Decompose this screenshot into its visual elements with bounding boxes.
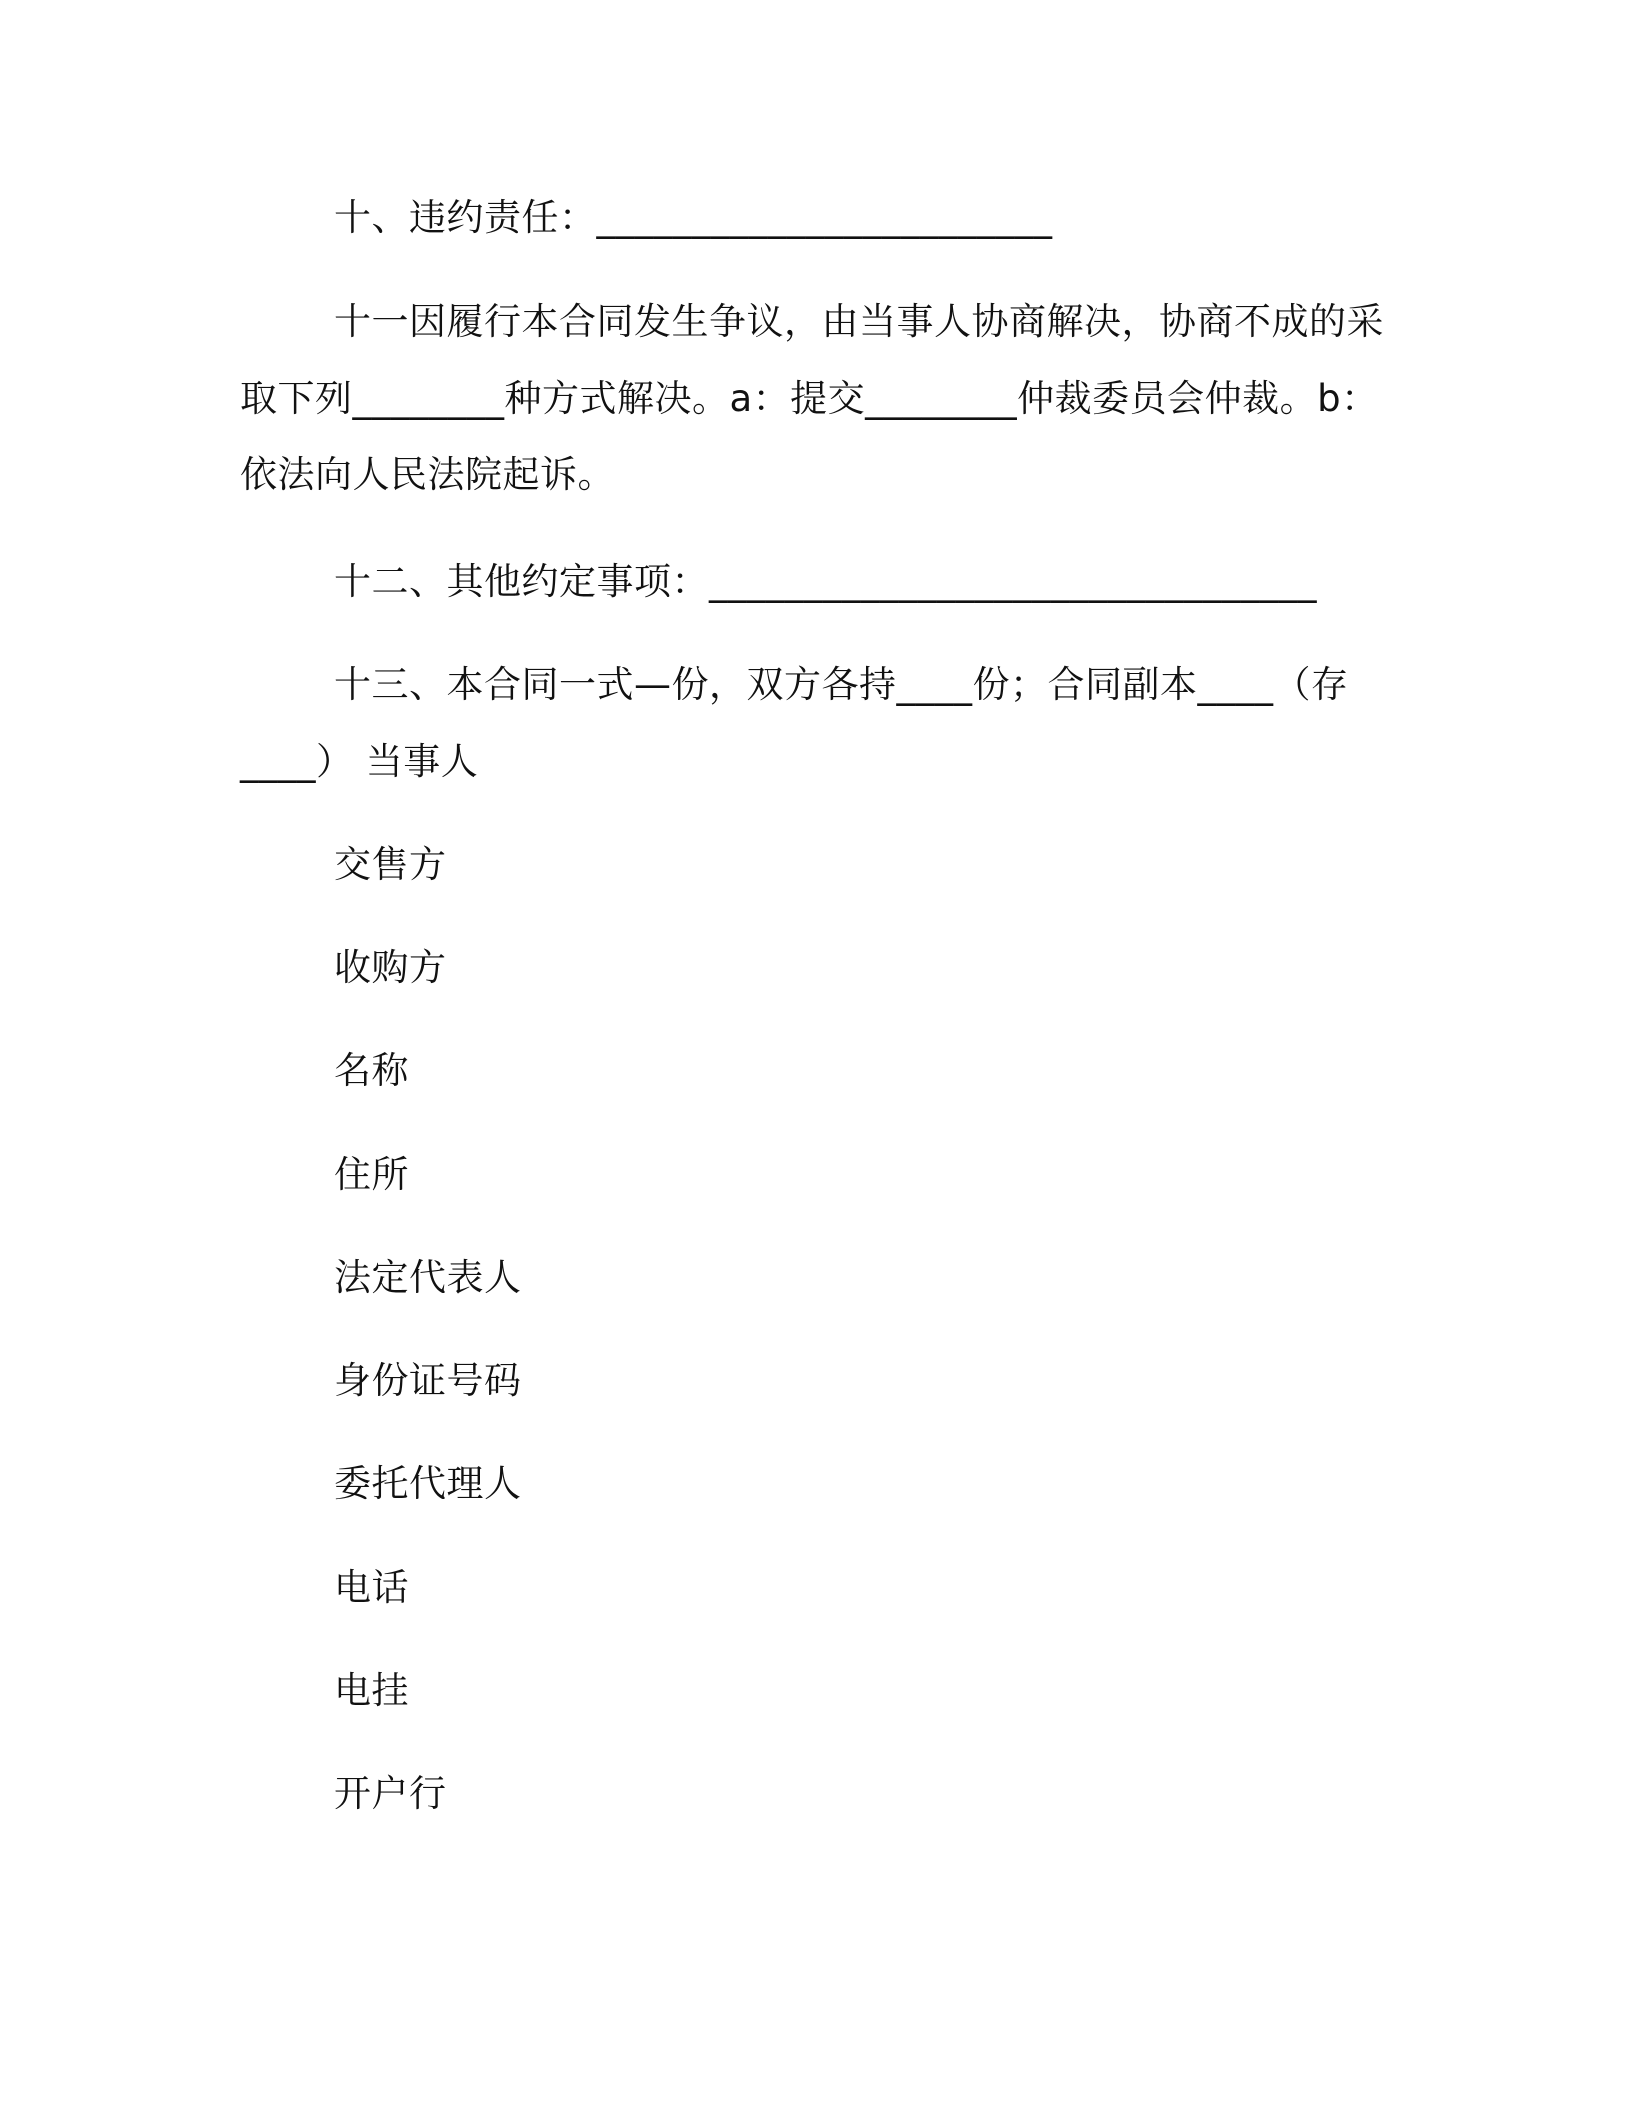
field-name: 名称 xyxy=(334,1049,409,1092)
field-id-number: 身份证号码 xyxy=(334,1359,522,1402)
field-phone: 电话 xyxy=(334,1566,409,1609)
clause-13-line-2: ____） 当事人 xyxy=(240,740,479,783)
field-authorized-agent: 委托代理人 xyxy=(334,1462,522,1505)
field-address: 住所 xyxy=(334,1153,409,1196)
clause-11-line-1: 十一因履行本合同发生争议，由当事人协商解决，协商不成的采 xyxy=(334,300,1384,343)
clause-11-line-2: 取下列________种方式解决。a：提交________仲裁委员会仲裁。b： xyxy=(240,377,1379,420)
field-buyer: 收购方 xyxy=(334,946,447,989)
field-seller: 交售方 xyxy=(334,843,447,886)
clause-11-line-3: 依法向人民法院起诉。 xyxy=(240,453,615,496)
clause-12: 十二、其他约定事项：________________________________ xyxy=(334,560,1317,603)
field-legal-representative: 法定代表人 xyxy=(334,1256,522,1299)
clause-10: 十、违约责任：________________________ xyxy=(334,196,1053,239)
field-bank: 开户行 xyxy=(334,1772,447,1815)
field-telegraph: 电挂 xyxy=(334,1669,409,1712)
clause-13-line-1: 十三、本合同一式—份，双方各持____份；合同副本____（存 xyxy=(334,663,1349,706)
